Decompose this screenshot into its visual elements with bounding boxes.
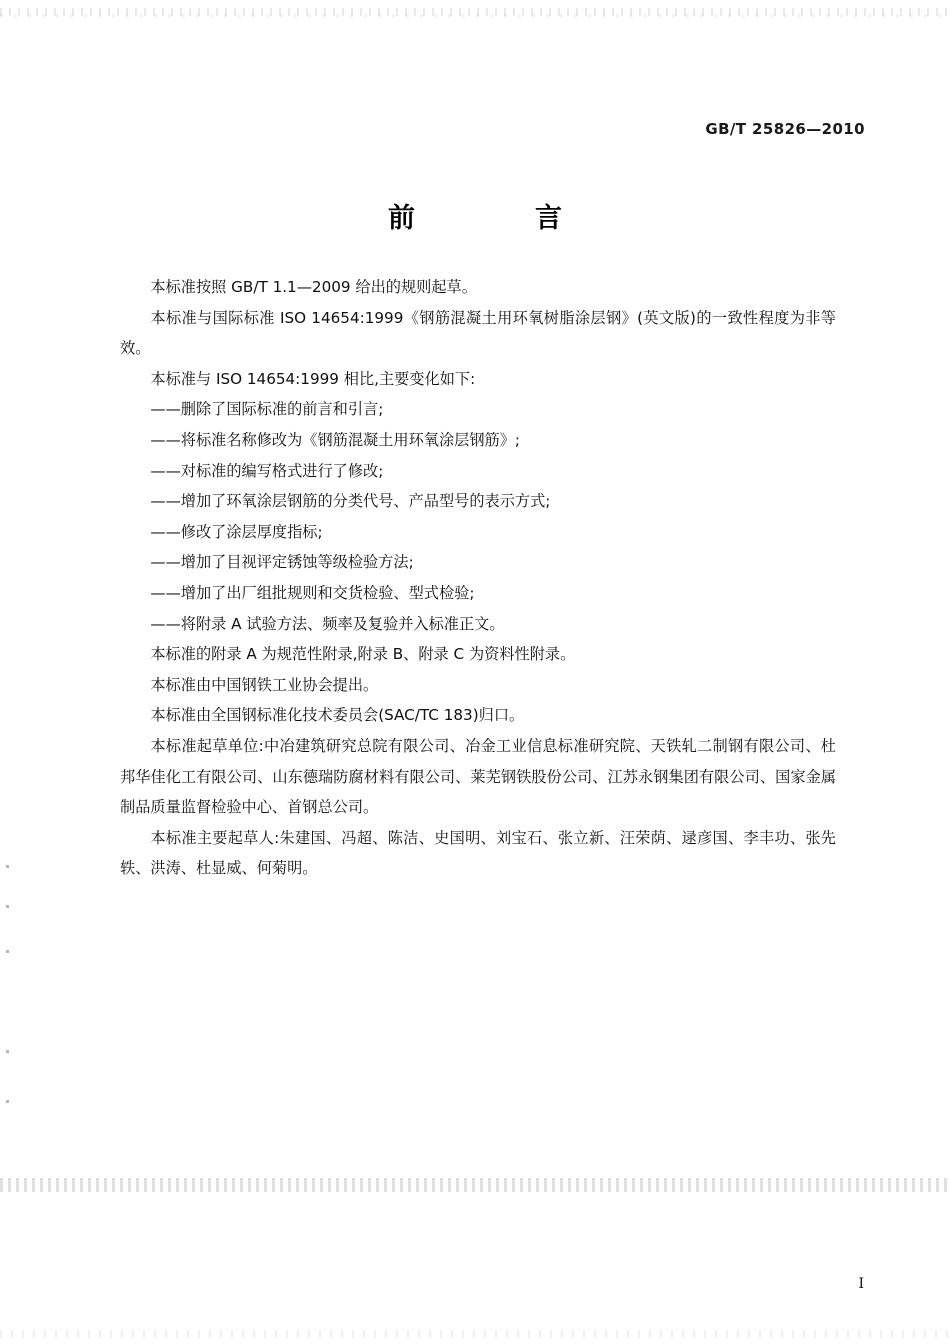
paragraph: 本标准的附录 A 为规范性附录,附录 B、附录 C 为资料性附录。 — [150, 645, 576, 664]
paragraph: 本标准起草单位:中冶建筑研究总院有限公司、冶金工业信息标准研究院、天铁轧二制钢有限公司、杜邦华佳化工有限公司、山东德瑞防腐材料有限公司、莱芜钢铁股份公司、江苏永钢集团有限公司、国家金属制品质量监督检验中心、首钢总公司。 — [120, 736, 836, 817]
paragraph: ——将标准名称修改为《钢筋混凝土用环氧涂层钢筋》; — [150, 430, 521, 449]
page-title: 前 言 — [388, 203, 584, 234]
edge-speck — [6, 865, 9, 868]
paragraph: 本标准与 ISO 14654:1999 相比,主要变化如下: — [150, 369, 476, 388]
edge-speck — [6, 1050, 9, 1053]
standard-code: GB/T 25826—2010 — [705, 120, 865, 138]
paragraph: ——增加了出厂组批规则和交货检验、型式检验; — [150, 583, 475, 602]
paragraph: 本标准与国际标准 ISO 14654:1999《钢筋混凝土用环氧树脂涂层钢》(英文版)的一致性程度为非等效。 — [120, 308, 836, 358]
page-number: Ⅰ — [858, 1276, 864, 1292]
foreword-body — [120, 272, 836, 884]
scan-artifact-top-secondary — [0, 14, 950, 18]
paragraph: ——增加了目视评定锈蚀等级检验方法; — [150, 553, 414, 572]
paragraph: 本标准由全国钢标准化技术委员会(SAC/TC 183)归口。 — [150, 706, 525, 725]
paragraph: ——对标准的编写格式进行了修改; — [150, 461, 384, 480]
paragraph: ——删除了国际标准的前言和引言; — [150, 400, 384, 419]
scan-artifact-top — [0, 8, 950, 16]
paragraph: 本标准由中国钢铁工业协会提出。 — [150, 675, 379, 694]
edge-speck — [6, 1100, 9, 1103]
paragraph: ——增加了环氧涂层钢筋的分类代号、产品型号的表示方式; — [150, 492, 551, 511]
scan-artifact-bottom — [0, 1330, 950, 1338]
scan-artifact-middle — [0, 1178, 950, 1192]
paragraph: 本标准按照 GB/T 1.1—2009 给出的规则起草。 — [150, 278, 477, 296]
edge-speck — [6, 905, 9, 908]
paragraph: ——将附录 A 试验方法、频率及复验并入标准正文。 — [150, 614, 505, 633]
paragraph: 本标准主要起草人:朱建国、冯超、陈洁、史国明、刘宝石、张立新、汪荣荫、逯彦国、李丰功、张先轶、洪涛、杜显威、何菊明。 — [120, 828, 836, 878]
edge-speck — [6, 950, 9, 953]
paragraph: ——修改了涂层厚度指标; — [150, 522, 323, 541]
